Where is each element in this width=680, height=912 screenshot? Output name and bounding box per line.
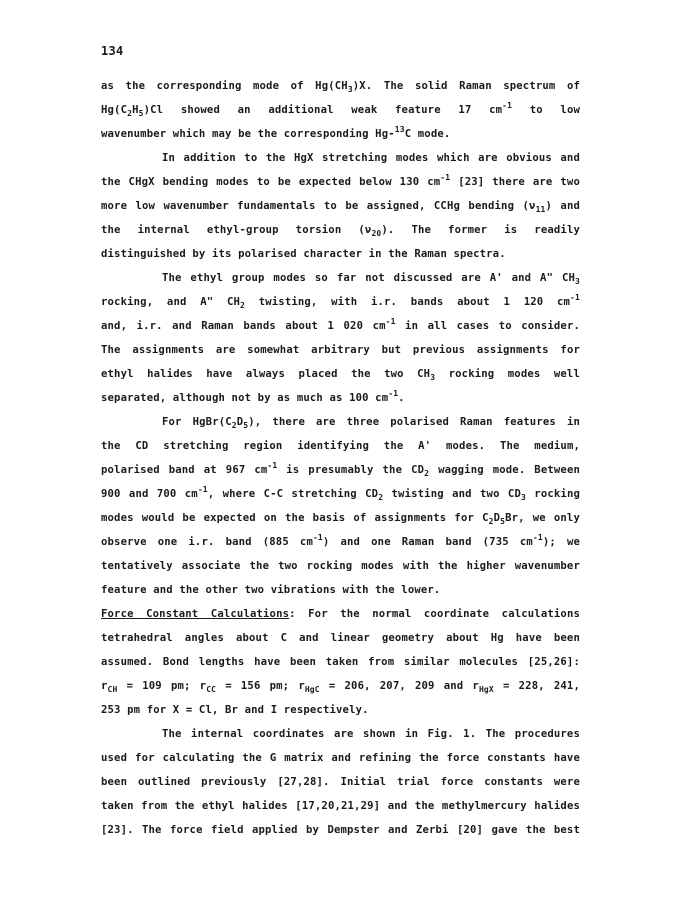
text-line: The assignments are somewhat arbitrary but previous assignments for: [101, 344, 580, 356]
page-number: 134: [101, 44, 124, 58]
text-line: the internal ethyl-group torsion $(\nu_{20})$. The former is readily: [101, 224, 580, 238]
text-line: $Hg(C_2H_5)Cl$ showed an additional weak feature 17 $cm^{-1}$ to low: [101, 101, 580, 118]
text-line: The internal coordinates are shown in Fig. 1. The procedures: [162, 728, 580, 740]
section-heading-line: Force Constant Calculations: For the normal coordinate calculations: [101, 608, 580, 620]
text-line: [23]. The force field applied by Dempster and Zerbi [20] gave the best: [101, 824, 580, 836]
text-line: tentatively associate the two rocking modes with the higher wavenumber: [101, 560, 580, 572]
text-line: In addition to the HgX stretching modes which are obvious and: [162, 152, 580, 164]
text-line: distinguished by its polarised character in the Raman spectra.: [101, 248, 506, 260]
text-line: rocking, and A" $CH_2$ twisting, with i.r. bands about 1 120 $cm^{-1}$: [101, 293, 580, 310]
text-line: modes would be expected on the basis of assignments for $C_2D_5Br$, we only: [101, 512, 580, 526]
text-line: taken from the ethyl halides [17,20,21,29] and the methylmercury halides: [101, 800, 580, 812]
text-line: For $HgBr(C_2D_5)$, there are three polarised Raman features in: [162, 416, 580, 430]
text-line: observe one i.r. band (885 $cm^{-1}$) and one Raman band (735 $cm^{-1}$); we: [101, 533, 580, 548]
text-line: The ethyl group modes so far not discussed are A' and A" $CH_3$: [162, 272, 580, 286]
text-line: and, i.r. and Raman bands about 1 020 $cm^{-1}$ in all cases to consider.: [101, 317, 580, 332]
text-line: assumed. Bond lengths have been taken from similar molecules [25,26]:: [101, 656, 580, 668]
text-line: as the corresponding mode of $Hg(CH_3)X$. The solid Raman spectrum of: [101, 80, 580, 94]
text-line: polarised band at 967 $cm^{-1}$ is presumably the $CD_2$ wagging mode. Between: [101, 461, 581, 478]
text-line: been outlined previously [27,28]. Initial trial force constants were: [101, 776, 580, 788]
text-line: ethyl halides have always placed the two $CH_3$ rocking modes well: [101, 368, 580, 382]
text-line: separated, although not by as much as 100 $cm^{-1}$.: [101, 389, 405, 404]
text-line: the CHgX bending modes to be expected below 130 $cm^{-1}$ [23] there are two: [101, 173, 580, 188]
text-line: 253 pm for X = Cl, Br and I respectively.: [101, 704, 369, 716]
text-line: $r_{CH} = 109$ pm; $r_{CC} = 156$ pm; $r_{HgC} = 206$, 207, 209 and $r_{HgX} = 228$, 241,: [101, 680, 580, 694]
text-line: the CD stretching region identifying the A' modes. The medium,: [101, 440, 580, 452]
text-line: tetrahedral angles about C and linear geometry about Hg have been: [101, 632, 580, 644]
text-line: used for calculating the G matrix and refining the force constants have: [101, 752, 580, 764]
text-line: more low wavenumber fundamentals to be assigned, CCHg bending $(\nu_{11})$ and: [101, 200, 581, 214]
text-line: feature and the other two vibrations with the lower.: [101, 584, 441, 596]
text-line: 900 and 700 $cm^{-1}$, where C-C stretching $CD_2$ twisting and two $CD_3$ rocking: [101, 485, 581, 502]
text-line: wavenumber which may be the corresponding Hg-$^{13}$C mode.: [101, 125, 451, 140]
